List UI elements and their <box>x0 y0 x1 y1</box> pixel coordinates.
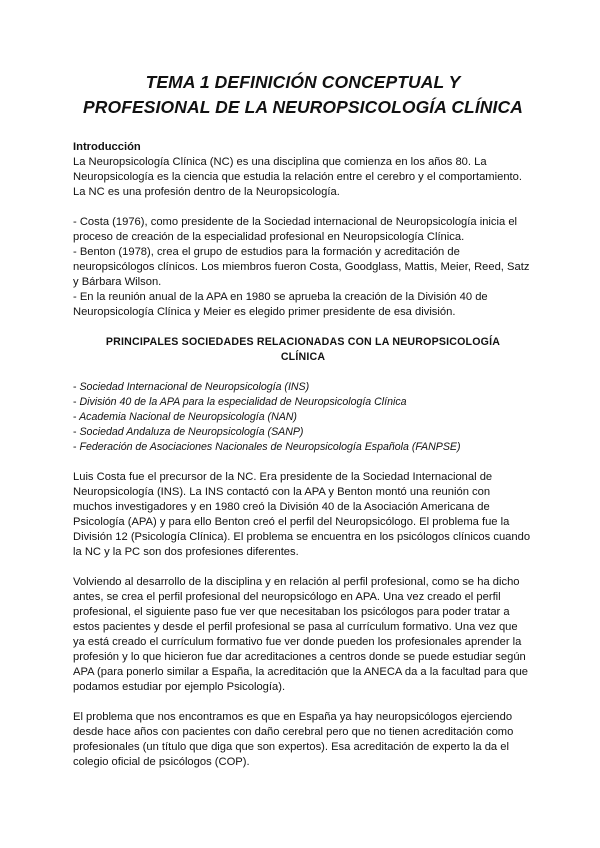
list-item-text: Federación de Asociaciones Nacionales de Neuropsicología Española (FANPSE) <box>79 441 461 453</box>
list-dash: - <box>73 396 77 408</box>
list-dash: - <box>73 426 77 438</box>
text-line: la NC y la PC son dos profesiones diferentes. <box>73 546 299 558</box>
societies-heading-line-1: PRINCIPALES SOCIEDADES RELACIONADAS CON LA NEUROPSICOLOGÍA <box>105 336 501 348</box>
title-line-1: TEMA 1 DEFINICIÓN CONCEPTUAL Y <box>145 72 461 92</box>
text-line: La NC es una profesión dentro de la Neuropsicología. <box>73 186 340 198</box>
history-paragraph <box>73 215 533 320</box>
profile-paragraph <box>73 575 533 695</box>
text-line: antes, se crea el perfil profesional del neuropsicólogo en APA. Una vez creado el perfil <box>73 591 501 603</box>
spacer <box>73 200 533 215</box>
text-line: - Benton (1978), crea el grupo de estudios para la formación y acreditación de <box>73 246 460 258</box>
spacer <box>73 320 533 335</box>
list-item <box>73 380 533 395</box>
text-line: profesional, el siguiente paso fue ver que necesitaban los psicólogos para poder tratar a <box>73 606 510 618</box>
text-line: y Bárbara Wilson. <box>73 276 162 288</box>
text-line: Neuropsicología (INS). La INS contactó con la APA y Benton montó una reunión con <box>73 486 491 498</box>
text-line: podamos estudiar por ejemplo Psicología). <box>73 681 286 693</box>
list-item-text: Academia Nacional de Neuropsicología (NAN) <box>79 411 297 423</box>
intro-heading: Introducción <box>73 141 141 153</box>
list-item-text: División 40 de la APA para la especialidad de Neuropsicología Clínica <box>79 396 407 408</box>
text-line: estos pacientes y desde el perfil profesional se pasa al currículum formativo. Una vez que <box>73 621 518 633</box>
text-line: - Costa (1976), como presidente de la Sociedad internacional de Neuropsicología inicia el <box>73 216 518 228</box>
text-line: El problema que nos encontramos es que en España ya hay neuropsicólogos ejerciendo <box>73 711 513 723</box>
spacer <box>73 695 533 710</box>
list-item <box>73 425 533 440</box>
costa-paragraph <box>73 470 533 560</box>
title-line-2: PROFESIONAL DE LA NEUROPSICOLOGÍA CLÍNICA <box>82 97 523 117</box>
list-item-text: Sociedad Internacional de Neuropsicología (INS) <box>79 381 310 393</box>
text-line: APA (para ponerlo similar a España, la acreditación que la ANECA da a la facultad para que <box>73 666 529 678</box>
text-line: neuropsicólogos clínicos. Los miembros fueron Costa, Goodglass, Mattis, Meier, Reed, Satz <box>73 261 530 273</box>
text-line: ya está creado el currículum formativo fue ver donde pueden los profesionales aprender la <box>73 636 522 648</box>
text-line: profesionales (un título que diga que son expertos). Esa acreditación de experto la da el <box>73 741 509 753</box>
text-line: profesión y lo que hicieron fue dar acreditaciones a centros donde se puede estudiar según <box>73 651 526 663</box>
document-page <box>73 70 533 770</box>
text-line: proceso de creación de la especialidad profesional en Neuropsicología Clínica. <box>73 231 465 243</box>
text-line: Volviendo al desarrollo de la disciplina y en relación al perfil profesional, como se ha dicho <box>73 576 520 588</box>
list-dash: - <box>73 441 77 453</box>
list-dash: - <box>73 381 77 393</box>
spacer <box>73 455 533 470</box>
list-item <box>73 440 533 455</box>
spacer <box>73 365 533 380</box>
text-line: colegio oficial de psicólogos (COP). <box>73 756 250 768</box>
text-line: desde hace años con pacientes con daño cerebral pero que no tienen acreditación como <box>73 726 514 738</box>
text-line: Neuropsicología Clínica y Meier es elegido primer presidente de esa división. <box>73 306 456 318</box>
list-item <box>73 410 533 425</box>
list-item-text: Sociedad Andaluza de Neuropsicología (SANP) <box>79 426 304 438</box>
list-item <box>73 395 533 410</box>
text-line: Psicología (APA) y para ello Benton creó el perfil del Neuropsicólogo. El problema fue la <box>73 516 510 528</box>
text-line: División 12 (Psicología Clínica). El problema se encuentra en los psicólogos clínicos cuando <box>73 531 531 543</box>
societies-heading-line-2: CLÍNICA <box>280 351 326 363</box>
text-line: muchos investigadores y en 1980 creó la División 40 de la Asociación Americana de <box>73 501 490 513</box>
list-dash: - <box>73 411 77 423</box>
societies-heading <box>73 335 533 365</box>
document-title <box>73 70 533 120</box>
societies-list <box>73 380 533 455</box>
text-line: - En la reunión anual de la APA en 1980 se aprueba la creación de la División 40 de <box>73 291 488 303</box>
spacer <box>73 560 533 575</box>
text-line: Neuropsicología es la ciencia que estudia la relación entre el cerebro y el comportamiento. <box>73 171 522 183</box>
text-line: La Neuropsicología Clínica (NC) es una disciplina que comienza en los años 80. La <box>73 156 487 168</box>
spain-paragraph <box>73 710 533 770</box>
intro-paragraph <box>73 155 533 200</box>
text-line: Luis Costa fue el precursor de la NC. Era presidente de la Sociedad Internacional de <box>73 471 493 483</box>
